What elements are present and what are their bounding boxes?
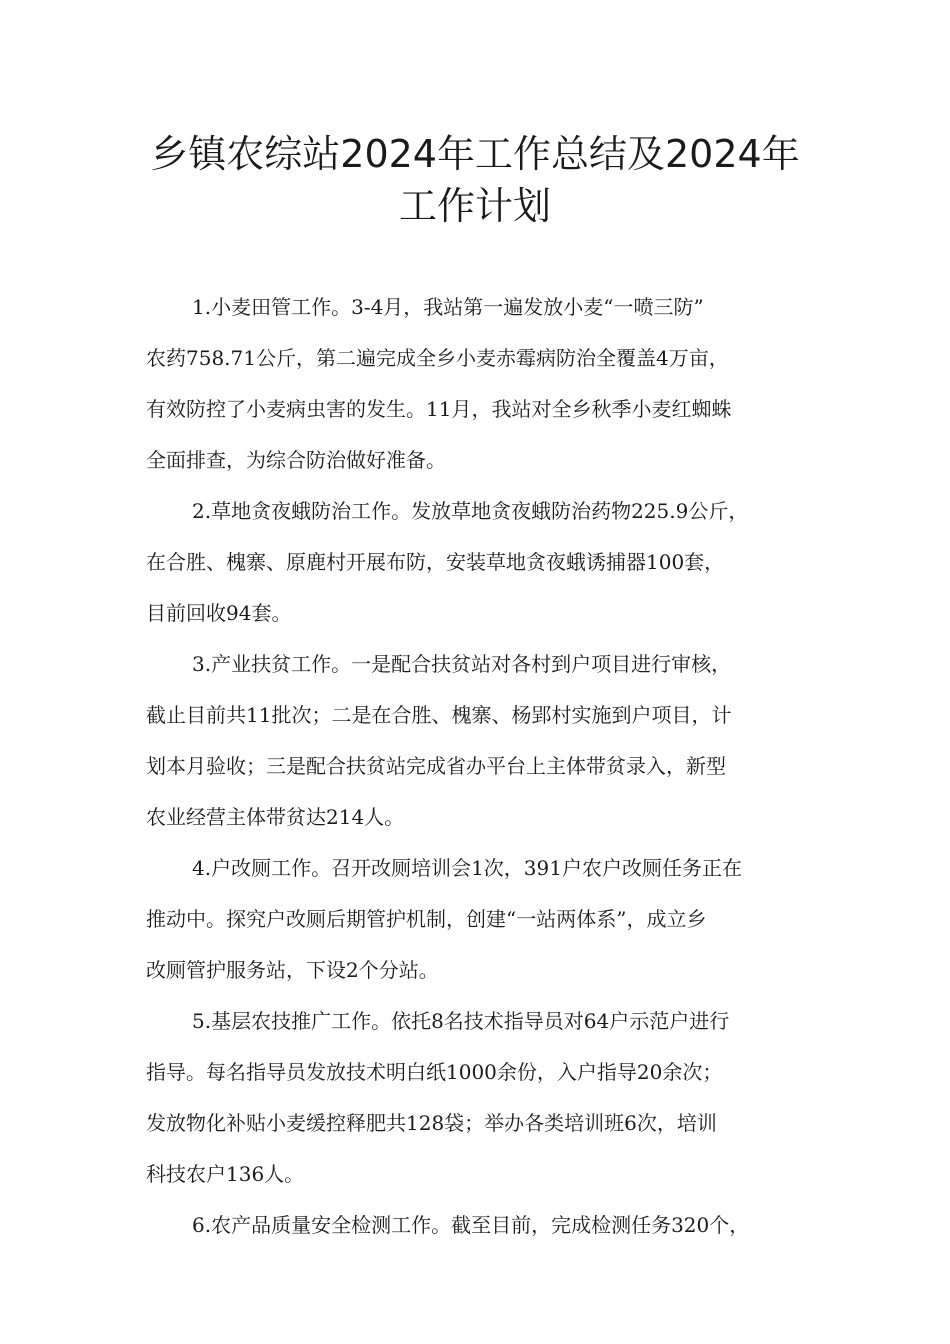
paragraph-line: 指导。每名指导员发放技术明白纸1000余份，入户指导20余次； (146, 1060, 723, 1084)
paragraph-line: 全面排查，为综合防治做好准备。 (146, 448, 446, 472)
paragraph-armyworm-control (146, 486, 826, 639)
paragraph-line: 6.农产品质量安全检测工作。截至目前，完成检测任务320个， (192, 1213, 750, 1237)
paragraph-line: 2.草地贪夜蛾防治工作。发放草地贪夜蛾防治药物225.9公斤， (192, 499, 749, 523)
paragraph-line: 有效防控了小麦病虫害的发生。11月，我站对全乡秋季小麦红蜘蛛 (146, 397, 732, 421)
paragraph-line: 发放物化补贴小麦缓控释肥共128袋；举办各类培训班6次，培训 (146, 1111, 717, 1135)
paragraph-line: 4.户改厕工作。召开改厕培训会1次，391户农户改厕任务正在 (192, 856, 742, 880)
paragraph-agri-tech-extension (146, 996, 826, 1200)
paragraph-line: 1.小麦田管工作。3-4月，我站第一遍发放小麦“一喷三防” (192, 295, 704, 319)
paragraph-toilet-renovation (146, 843, 826, 996)
title-line-1: 乡镇农综站2024年工作总结及2024年 (150, 132, 800, 176)
paragraph-line: 3.产业扶贫工作。一是配合扶贫站对各村到户项目进行审核， (192, 652, 732, 676)
paragraph-line: 农药758.71公斤，第二遍完成全乡小麦赤霉病防治全覆盖4万亩， (146, 346, 729, 370)
document-body (146, 282, 826, 1251)
paragraph-line: 划本月验收；三是配合扶贫站完成省办平台上主体带贫录入，新型 (146, 754, 726, 778)
paragraph-line: 在合胜、槐寨、原鹿村开展布防，安装草地贪夜蛾诱捕器100套， (146, 550, 725, 574)
paragraph-line: 改厕管护服务站，下设2个分站。 (146, 958, 439, 982)
paragraph-line: 推动中。探究户改厕后期管护机制，创建“一站两体系”，成立乡 (146, 907, 707, 931)
paragraph-wheat-field-management (146, 282, 826, 486)
paragraph-line: 科技农户136人。 (146, 1162, 305, 1186)
paragraph-quality-safety-testing (146, 1200, 826, 1251)
paragraph-industry-poverty-alleviation (146, 639, 826, 843)
document-title (110, 128, 840, 232)
paragraph-line: 5.基层农技推广工作。依托8名技术指导员对64户示范户进行 (192, 1009, 730, 1033)
paragraph-line: 目前回收94套。 (146, 601, 292, 625)
paragraph-line: 截止目前共11批次；二是在合胜、槐寨、杨郢村实施到户项目，计 (146, 703, 732, 727)
title-line-2: 工作计划 (398, 184, 551, 228)
paragraph-line: 农业经营主体带贫达214人。 (146, 805, 405, 829)
